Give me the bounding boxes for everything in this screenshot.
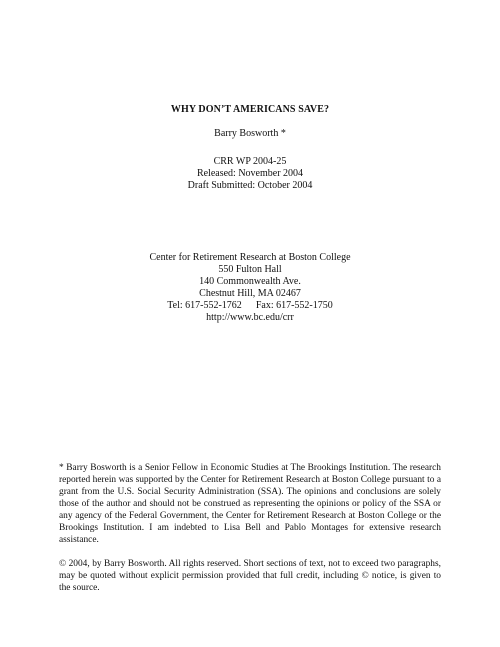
street-line: 140 Commonwealth Ave.: [199, 276, 301, 287]
city-line: Chestnut Hill, MA 02467: [199, 288, 301, 299]
organization-name: Center for Retirement Research at Boston College: [149, 252, 351, 263]
website-url: http://www.bc.edu/crr: [206, 312, 294, 323]
copyright-notice: © 2004, by Barry Bosworth. All rights reserved. Short sections of text, not to exceed two paragraphs, may be quoted without explicit permission provided that full credit, including © notice, is given to the source.: [59, 559, 441, 593]
release-date: Released: November 2004: [196, 168, 304, 179]
building-line: 550 Fulton Hall: [218, 264, 282, 275]
telephone: Tel: 617-552-1762: [167, 300, 242, 311]
paper-title: WHY DON’T AMERICANS SAVE?: [170, 104, 330, 115]
author-line: Barry Bosworth *: [214, 128, 286, 139]
working-paper-number: CRR WP 2004-25: [213, 156, 287, 167]
author-footnote: * Barry Bosworth is a Senior Fellow in Economic Studies at The Brookings Institution. The research reported herein was supported by the Center for Retirement Research at Boston College pursuant to a grant from the U.S. Social Security Administration (SSA). The opinions and conclusions are solely those of the author and should not be construed as representing the opinions or policy of the SSA or any agency of the Federal Government, the Center for Retirement Research at Boston College or the Brookings Institution. I am indebted to Lisa Bell and Pablo Montages for extensive research assistance.: [59, 463, 441, 545]
fax: Fax: 617-552-1750: [255, 300, 333, 311]
phone-line: [0, 300, 500, 312]
paper-info: [0, 156, 500, 192]
submission-date: Draft Submitted: October 2004: [187, 180, 313, 191]
address-block: [0, 252, 500, 324]
